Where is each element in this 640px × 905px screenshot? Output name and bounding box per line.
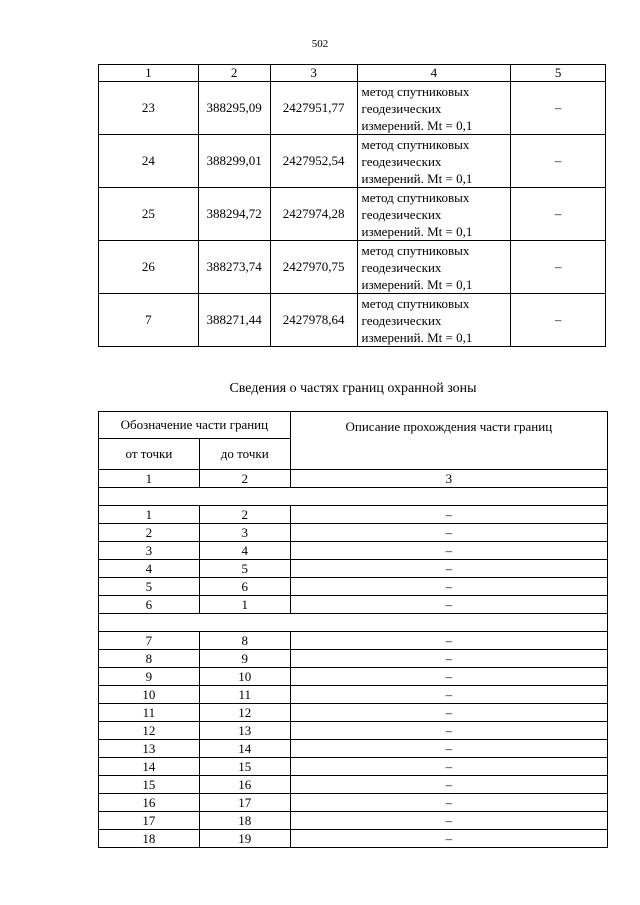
- part-description: –: [290, 686, 607, 704]
- to-point: 12: [199, 704, 290, 722]
- part-description: –: [290, 506, 607, 524]
- to-point: 10: [199, 668, 290, 686]
- method-line: метод спутниковых: [361, 136, 470, 152]
- to-point: 13: [199, 722, 290, 740]
- table-row: [99, 650, 608, 668]
- part-description: –: [290, 812, 607, 830]
- coord-x: 388271,44: [198, 294, 270, 347]
- boundary-parts-table: [98, 411, 608, 848]
- parts-header-row: [99, 412, 608, 439]
- coord-y: 2427974,28: [270, 188, 357, 241]
- column-number: 1: [99, 470, 200, 488]
- coord-y: 2427951,77: [270, 82, 357, 135]
- note-cell: –: [511, 188, 606, 241]
- to-point: 6: [199, 578, 290, 596]
- from-point: 16: [99, 794, 200, 812]
- to-point: 16: [199, 776, 290, 794]
- from-point: 6: [99, 596, 200, 614]
- coord-y: 2427952,54: [270, 135, 357, 188]
- to-point: 8: [199, 632, 290, 650]
- table-row: [99, 542, 608, 560]
- coord-x: 388273,74: [198, 241, 270, 294]
- from-point: 1: [99, 506, 200, 524]
- table-row: [99, 794, 608, 812]
- coords-header-cell: 4: [357, 65, 511, 82]
- to-point: 1: [199, 596, 290, 614]
- method-line: измерений. Mt = 0,1: [361, 170, 473, 186]
- method-line: измерений. Mt = 0,1: [361, 329, 473, 345]
- table-row: [99, 830, 608, 848]
- table-row: [99, 722, 608, 740]
- table-row: [99, 82, 606, 135]
- from-point: 9: [99, 668, 200, 686]
- from-point: 17: [99, 812, 200, 830]
- table-row: [99, 135, 606, 188]
- coords-header-cell: 2: [198, 65, 270, 82]
- method-line: измерений. Mt = 0,1: [361, 117, 473, 133]
- part-description: –: [290, 740, 607, 758]
- group-separator-cell: [99, 488, 608, 506]
- method-description: [357, 241, 511, 294]
- part-description: –: [290, 794, 607, 812]
- group-separator-row: [99, 488, 608, 506]
- coord-x: 388295,09: [198, 82, 270, 135]
- part-description: –: [290, 578, 607, 596]
- part-description: –: [290, 758, 607, 776]
- method-line: измерений. Mt = 0,1: [361, 223, 473, 239]
- table-row: [99, 758, 608, 776]
- coords-header-cell: 5: [511, 65, 606, 82]
- table-row: [99, 812, 608, 830]
- from-point: 4: [99, 560, 200, 578]
- table-row: [99, 668, 608, 686]
- point-number: 23: [99, 82, 199, 135]
- coordinates-table: [98, 64, 606, 347]
- part-description: –: [290, 650, 607, 668]
- method-line: метод спутниковых: [361, 295, 470, 311]
- table-row: [99, 241, 606, 294]
- to-point: 19: [199, 830, 290, 848]
- from-point: 18: [99, 830, 200, 848]
- from-point-header: от точки: [99, 439, 200, 470]
- method-line: метод спутниковых: [361, 242, 470, 258]
- section-title: Сведения о частях границ охранной зоны: [229, 381, 477, 396]
- point-number: 7: [99, 294, 199, 347]
- page-number: 502: [311, 38, 329, 50]
- from-point: 7: [99, 632, 200, 650]
- part-description: –: [290, 704, 607, 722]
- designation-header: Обозначение части границ: [99, 412, 291, 439]
- note-cell: –: [511, 241, 606, 294]
- coords-header-cell: 3: [270, 65, 357, 82]
- part-description: –: [290, 560, 607, 578]
- coord-x: 388294,72: [198, 188, 270, 241]
- method-description: [357, 82, 511, 135]
- from-point: 11: [99, 704, 200, 722]
- table-row: [99, 686, 608, 704]
- table-row: [99, 578, 608, 596]
- coord-y: 2427970,75: [270, 241, 357, 294]
- part-description: –: [290, 830, 607, 848]
- table-row: [99, 506, 608, 524]
- part-description: –: [290, 596, 607, 614]
- column-number-row: [99, 470, 608, 488]
- from-point: 2: [99, 524, 200, 542]
- method-line: измерений. Mt = 0,1: [361, 276, 473, 292]
- method-line: геодезических: [361, 100, 442, 116]
- note-cell: –: [511, 82, 606, 135]
- table-row: [99, 704, 608, 722]
- table-row: [99, 560, 608, 578]
- point-number: 26: [99, 241, 199, 294]
- method-line: геодезических: [361, 206, 442, 222]
- to-point: 2: [199, 506, 290, 524]
- note-cell: –: [511, 294, 606, 347]
- coords-header-cell: 1: [99, 65, 199, 82]
- method-line: геодезических: [361, 259, 442, 275]
- method-line: метод спутниковых: [361, 189, 470, 205]
- coord-x: 388299,01: [198, 135, 270, 188]
- from-point: 13: [99, 740, 200, 758]
- to-point: 11: [199, 686, 290, 704]
- to-point: 9: [199, 650, 290, 668]
- column-number: 3: [290, 470, 607, 488]
- to-point: 15: [199, 758, 290, 776]
- table-row: [99, 294, 606, 347]
- part-description: –: [290, 542, 607, 560]
- method-description: [357, 188, 511, 241]
- table-row: [99, 776, 608, 794]
- table-row: [99, 740, 608, 758]
- point-number: 25: [99, 188, 199, 241]
- description-header: Описание прохождения части границ: [290, 412, 607, 470]
- to-point-header: до точки: [199, 439, 290, 470]
- group-separator-row: [99, 614, 608, 632]
- method-line: геодезических: [361, 153, 442, 169]
- from-point: 14: [99, 758, 200, 776]
- to-point: 5: [199, 560, 290, 578]
- table-row: [99, 188, 606, 241]
- from-point: 12: [99, 722, 200, 740]
- coord-y: 2427978,64: [270, 294, 357, 347]
- method-description: [357, 294, 511, 347]
- method-line: геодезических: [361, 312, 442, 328]
- table-row: [99, 524, 608, 542]
- from-point: 3: [99, 542, 200, 560]
- table-row: [99, 632, 608, 650]
- to-point: 18: [199, 812, 290, 830]
- group-separator-cell: [99, 614, 608, 632]
- from-point: 10: [99, 686, 200, 704]
- to-point: 3: [199, 524, 290, 542]
- coords-header-row: [99, 65, 606, 82]
- method-description: [357, 135, 511, 188]
- part-description: –: [290, 524, 607, 542]
- part-description: –: [290, 722, 607, 740]
- from-point: 5: [99, 578, 200, 596]
- part-description: –: [290, 632, 607, 650]
- method-line: метод спутниковых: [361, 83, 470, 99]
- table-row: [99, 596, 608, 614]
- from-point: 15: [99, 776, 200, 794]
- point-number: 24: [99, 135, 199, 188]
- part-description: –: [290, 776, 607, 794]
- to-point: 17: [199, 794, 290, 812]
- to-point: 14: [199, 740, 290, 758]
- from-point: 8: [99, 650, 200, 668]
- note-cell: –: [511, 135, 606, 188]
- column-number: 2: [199, 470, 290, 488]
- to-point: 4: [199, 542, 290, 560]
- part-description: –: [290, 668, 607, 686]
